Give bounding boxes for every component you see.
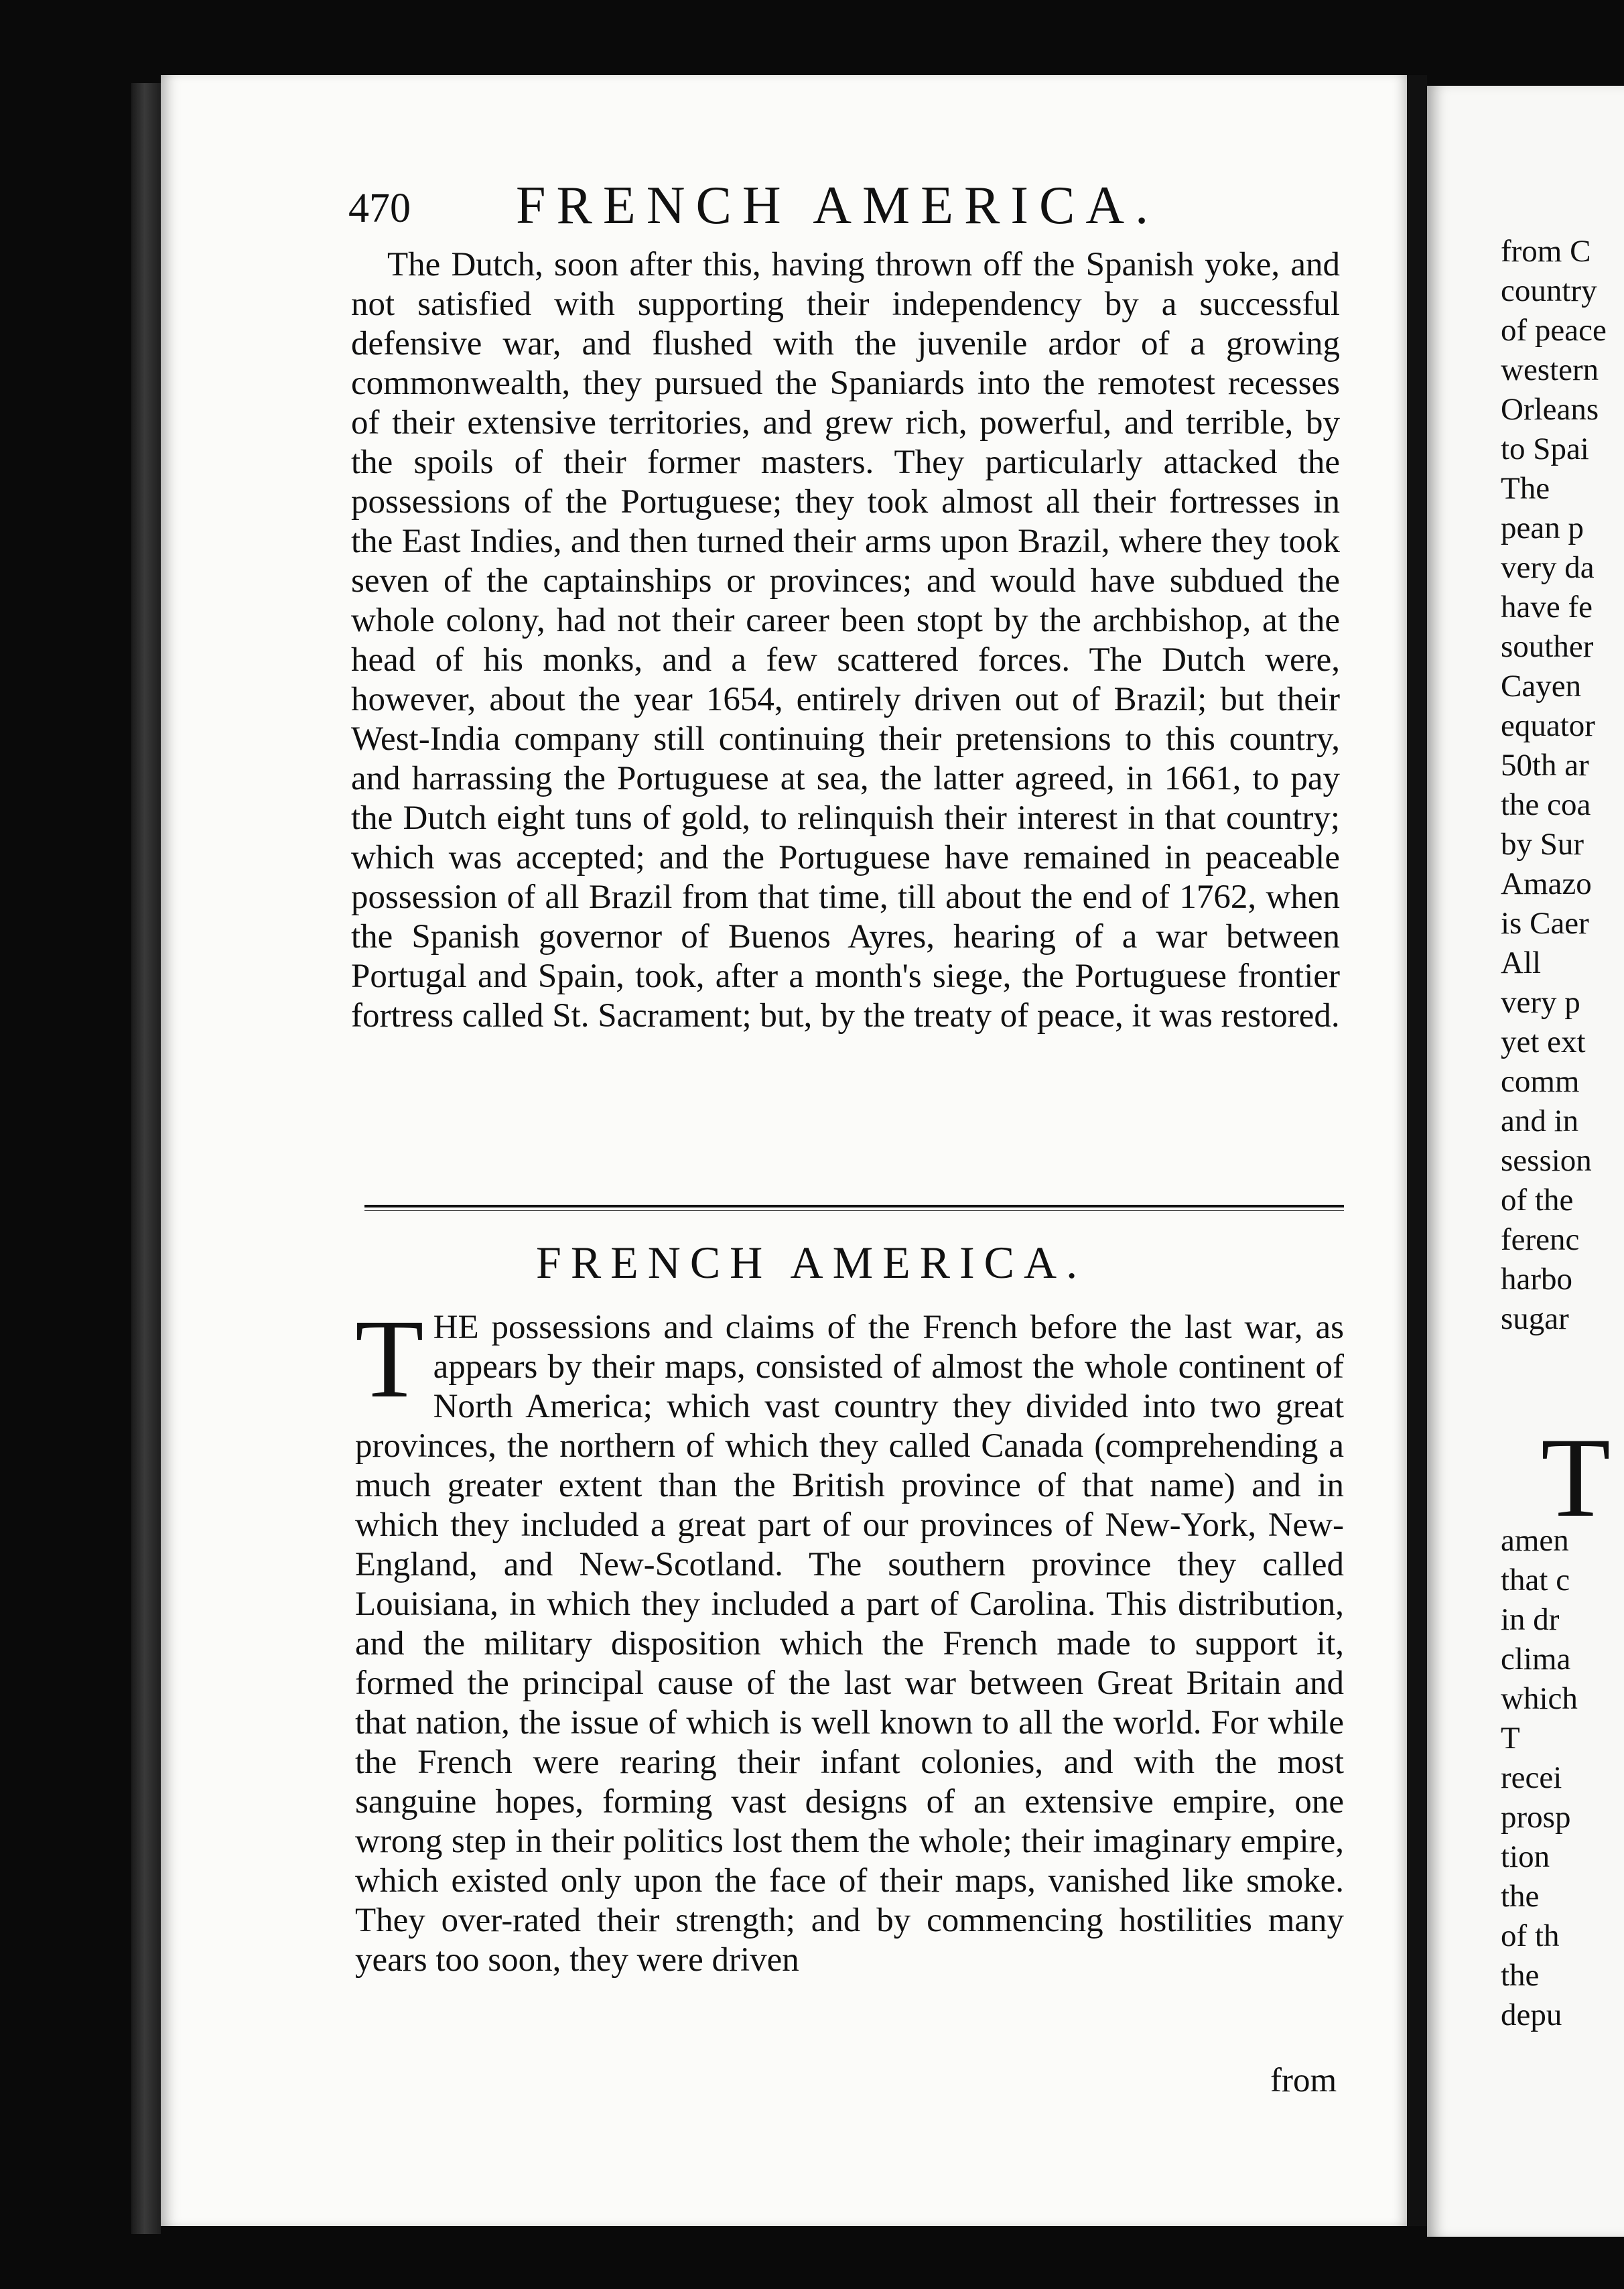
right-page-drop-cap: T [1541,1415,1611,1541]
right-page-line: the [1501,1958,1540,1993]
right-page-line: of the [1501,1183,1574,1218]
page-gutter [1407,75,1427,2226]
body-paragraph-2 [355,1297,1344,1980]
right-page-line: comm [1501,1064,1580,1099]
right-page-line: country [1501,273,1597,308]
book-spine [131,83,161,2234]
right-page-line: and in [1501,1104,1579,1138]
right-page-line: from C [1501,234,1591,269]
right-page-line: very p [1501,985,1580,1020]
right-page-line: in dr [1501,1602,1560,1637]
right-page-line: clima [1501,1642,1571,1677]
right-page-line: to Spai [1501,432,1589,466]
right-page-line: harbo [1501,1262,1573,1297]
drop-cap: T [355,1297,424,1421]
section-divider-thin [364,1210,1344,1211]
right-page-line: the [1501,1879,1540,1914]
right-page-line: Orleans [1501,392,1599,427]
page-number: 470 [348,186,411,231]
right-page-line: The [1501,471,1550,506]
running-head: FRENCH AMERICA. [516,176,1160,235]
right-page-line: Amazo [1501,866,1592,901]
right-page-line: sugar [1501,1301,1569,1336]
section-heading: FRENCH AMERICA. [536,1237,1087,1288]
right-page-line: of th [1501,1918,1560,1953]
right-page-line: very da [1501,550,1595,585]
right-page-line: have fe [1501,590,1593,625]
right-page-line: Cayen [1501,669,1582,704]
right-page-line: the coa [1501,787,1591,822]
right-page-line: session [1501,1143,1592,1178]
right-page-line: amen [1501,1523,1569,1558]
right-page-line: western [1501,352,1599,387]
right-page-line: of peace [1501,313,1607,348]
body-paragraph-1: The Dutch, soon after this, having thrown off the Spanish yoke, and not satisfied with supporting their independency by a successful defensive war, and flushed with the juvenile ardor of a growing commonwealth, they pursued the Spaniards into the remotest recesses of their extensive territories, and grew rich, powerful, and terrible, by the spoils of their former masters. They particularly attacked the possessions of the Portuguese; they took almost all their fortresses in the East Indies, and then turned their arms upon Brazil, where they took seven of the captainships or provinces; and would have subdued the whole colony, had not their career been stopt by the archbishop, at the head of his monks, and a few scattered forces. The Dutch were, however, about the year 1654, entirely driven out of Brazil; but their West-India company still continuing their pretensions to this country, and harrassing the Portuguese at sea, the latter agreed, in 1661, to pay the Dutch eight tuns of gold, to relinquish their interest in that country; which was accepted; and the Portuguese have remained in peaceable possession of all Brazil from that time, till about the end of 1762, when the Spanish governor of Buenos Ayres, hearing of a war between Portugal and Spain, took, after a month's siege, the Portuguese frontier fortress called St. Sacrament; but, by the treaty of peace, it was restored. [351,246,1340,1035]
catchword: from [1270,2062,1337,2099]
right-page-line: pean p [1501,511,1584,545]
right-page-line: yet ext [1501,1025,1586,1059]
right-page-line: which [1501,1681,1578,1716]
right-page-line: All [1501,945,1542,980]
right-page-line: by Sur [1501,827,1584,862]
right-page-line: that c [1501,1563,1570,1597]
right-page-line: souther [1501,629,1594,664]
right-page-line: recei [1501,1760,1562,1795]
right-page-line: is Caer [1501,906,1589,941]
right-page-line: ferenc [1501,1222,1580,1257]
paragraph-2-text: HE possessions and claims of the French before the last war, as appears by their maps, consisted of almost the whole continent of North America; which vast country they divided into two great provinces, the northern of which they called Canada (comprehending a much greater extent than the British province of that name) and in which they included a great part of our provinces of New-York, New-England, and New-Scotland. The southern province they called Louisiana, in which they included a part of Carolina. This distribution, and the military disposition which the French made to support it, formed the principal cause of the last war between Great Britain and that nation, the issue of which is well known to all the world. For while the French were rearing their infant colonies, and with the most sanguine hopes, forming vast designs of an extensive empire, one wrong step in their politics lost them the whole; their imaginary empire, which existed only upon the face of their maps, vanished like smoke. They over-rated their strength; and by commencing hostilities many years too soon, they were driven [355,1309,1344,1979]
right-page-line: T [1501,1721,1520,1756]
right-page-line: 50th ar [1501,748,1589,783]
right-page-line: prosp [1501,1800,1571,1835]
right-page-line: tion [1501,1839,1550,1874]
section-divider [364,1205,1344,1207]
right-page-line: depu [1501,1998,1562,2032]
right-page-line: equator [1501,708,1595,743]
